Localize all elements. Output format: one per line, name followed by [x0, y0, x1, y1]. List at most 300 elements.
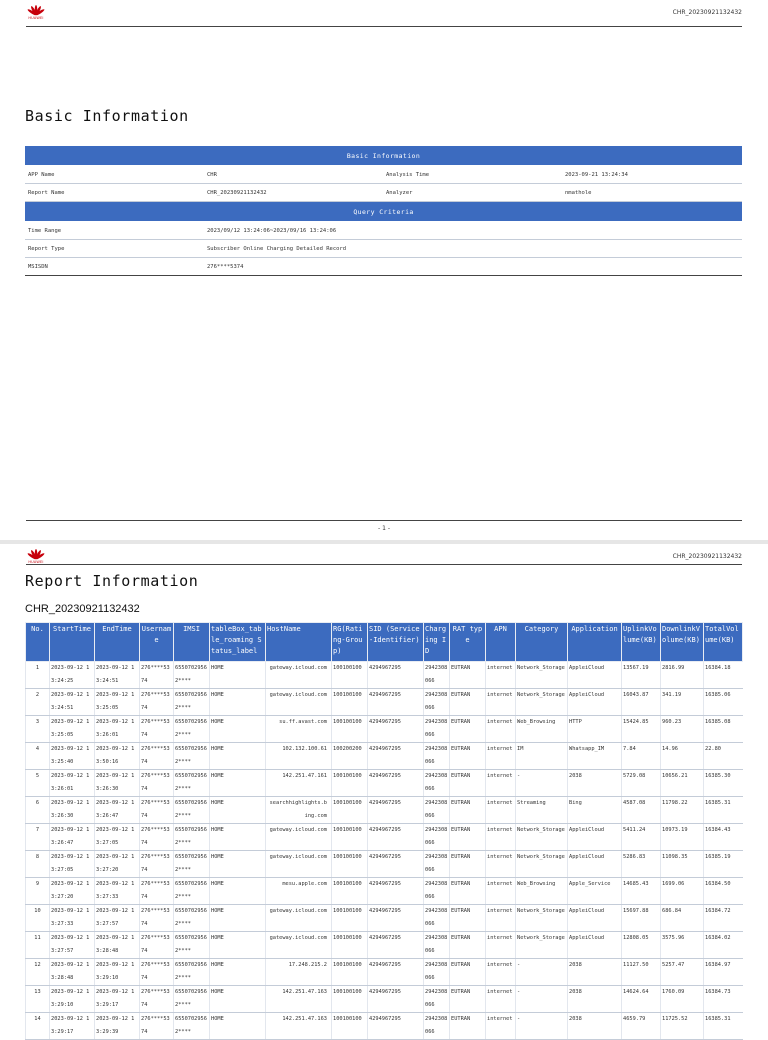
table-cell: 2023-09-12 13:29:10 — [95, 959, 140, 986]
table-cell: AppleiCloud — [568, 824, 622, 851]
huawei-logo-icon — [26, 549, 46, 560]
table-cell: 2942308066 — [424, 905, 450, 932]
table-cell: 276****5374 — [140, 689, 174, 716]
table-cell: EUTRAN — [450, 932, 486, 959]
table-cell: 12808.05 — [622, 932, 661, 959]
table-cell: 65507029562**** — [174, 662, 210, 689]
table-cell: internet — [486, 662, 516, 689]
table-cell: 100100100 — [332, 851, 368, 878]
table-cell: 2023-09-12 13:29:39 — [95, 1013, 140, 1040]
table-cell: gateway.icloud.com — [266, 662, 332, 689]
table-cell: 4294967295 — [368, 878, 424, 905]
table-cell: gateway.icloud.com — [266, 689, 332, 716]
table-cell: HOME — [210, 770, 266, 797]
table-cell: HOME — [210, 743, 266, 770]
table-cell: 276****5374 — [140, 770, 174, 797]
brand-text: HUAWEI — [28, 560, 44, 564]
table-cell: 2038 — [568, 959, 622, 986]
table-cell: 10656.21 — [661, 770, 704, 797]
table-cell: AppleiCloud — [568, 689, 622, 716]
huawei-logo-icon — [26, 5, 46, 16]
table-cell: EUTRAN — [450, 662, 486, 689]
table-cell: 65507029562**** — [174, 743, 210, 770]
table-cell: 4294967295 — [368, 1013, 424, 1040]
report-header-row — [26, 623, 743, 662]
table-cell: EUTRAN — [450, 797, 486, 824]
table-cell: 100100100 — [332, 662, 368, 689]
table-cell: 2942308066 — [424, 851, 450, 878]
table-cell: Whatsapp_IM — [568, 743, 622, 770]
table-cell: 2023-09-12 13:25:05 — [50, 716, 95, 743]
table-cell: HOME — [210, 1013, 266, 1040]
column-header: IMSI — [174, 623, 210, 662]
table-cell: HOME — [210, 905, 266, 932]
table-cell: Network_Storage — [516, 824, 568, 851]
table-row — [26, 986, 743, 1013]
report-information-heading: Report Information — [25, 572, 199, 590]
report-subheading: CHR_20230921132432 — [25, 603, 140, 615]
table-cell: Network_Storage — [516, 689, 568, 716]
table-cell: 2038 — [568, 986, 622, 1013]
table-cell: 2942308066 — [424, 797, 450, 824]
huawei-logo — [26, 549, 46, 565]
table-cell: 1760.09 — [661, 986, 704, 1013]
table-row — [26, 932, 743, 959]
table-cell: 5411.24 — [622, 824, 661, 851]
table-cell: gateway.icloud.com — [266, 851, 332, 878]
table-row — [26, 824, 743, 851]
table-cell: - — [516, 1013, 568, 1040]
table-cell: 2816.99 — [661, 662, 704, 689]
table-cell: 2023-09-12 13:26:30 — [50, 797, 95, 824]
table-cell: 2023-09-12 13:25:40 — [50, 743, 95, 770]
table-cell: 14685.43 — [622, 878, 661, 905]
table-cell: 65507029562**** — [174, 959, 210, 986]
table-row — [26, 851, 743, 878]
table-cell: 4294967295 — [368, 743, 424, 770]
analyzer-value: nmathole — [562, 184, 742, 202]
table-cell: HOME — [210, 851, 266, 878]
table-cell: 100100100 — [332, 905, 368, 932]
table-cell: 276****5374 — [140, 716, 174, 743]
table-cell: 276****5374 — [140, 959, 174, 986]
table-cell: 4294967295 — [368, 851, 424, 878]
table-cell: Web_Browsing — [516, 878, 568, 905]
table-cell: gateway.icloud.com — [266, 932, 332, 959]
table-row — [26, 1013, 743, 1040]
table-cell: 2023-09-12 13:28:48 — [95, 932, 140, 959]
table-cell: 16385.30 — [704, 770, 743, 797]
table-cell: 2023-09-12 13:27:05 — [50, 851, 95, 878]
table-cell: 4294967295 — [368, 770, 424, 797]
table-cell: internet — [486, 905, 516, 932]
table-row — [26, 743, 743, 770]
table-cell: 4294967295 — [368, 797, 424, 824]
table-cell: 142.251.47.161 — [266, 770, 332, 797]
table-cell: Network_Storage — [516, 932, 568, 959]
header-rule — [26, 564, 742, 565]
table-cell: 4 — [26, 743, 50, 770]
table-cell: 14624.64 — [622, 986, 661, 1013]
column-header: DownlinkVolume(KB) — [661, 623, 704, 662]
table-cell: 2942308066 — [424, 716, 450, 743]
table-cell: 7 — [26, 824, 50, 851]
table-cell: 100100100 — [332, 689, 368, 716]
app-name-label: APP Name — [25, 166, 204, 184]
table-cell: 2942308066 — [424, 770, 450, 797]
table-cell: 2023-09-12 13:27:20 — [50, 878, 95, 905]
table-cell: su.ff.avast.com — [266, 716, 332, 743]
table-cell: 4294967295 — [368, 932, 424, 959]
table-cell: internet — [486, 878, 516, 905]
table-cell: 11098.35 — [661, 851, 704, 878]
table-cell: 14 — [26, 1013, 50, 1040]
table-cell: EUTRAN — [450, 959, 486, 986]
table-cell: 100100100 — [332, 932, 368, 959]
app-name-value: CHR — [204, 166, 383, 184]
table-row — [26, 959, 743, 986]
table-cell: internet — [486, 932, 516, 959]
table-cell: 4659.79 — [622, 1013, 661, 1040]
analyzer-label: Analyzer — [383, 184, 562, 202]
huawei-logo — [26, 5, 46, 21]
table-cell: internet — [486, 851, 516, 878]
table-row — [26, 770, 743, 797]
table-cell: 341.19 — [661, 689, 704, 716]
table-cell: 276****5374 — [140, 1013, 174, 1040]
table-cell: 2023-09-12 13:27:57 — [50, 932, 95, 959]
report-name-label: Report Name — [25, 184, 204, 202]
table-cell: 13567.19 — [622, 662, 661, 689]
table-cell: 65507029562**** — [174, 932, 210, 959]
table-cell: 4294967295 — [368, 662, 424, 689]
column-header: tableBox_table_roaming Status_label — [210, 623, 266, 662]
table-cell: 65507029562**** — [174, 905, 210, 932]
table-cell: internet — [486, 689, 516, 716]
report-type-label: Report Type — [25, 240, 204, 258]
table-cell: 5 — [26, 770, 50, 797]
table-cell: 2942308066 — [424, 986, 450, 1013]
column-header: SID (Service -Identifier) — [368, 623, 424, 662]
table-cell: AppleiCloud — [568, 932, 622, 959]
table-cell: 276****5374 — [140, 932, 174, 959]
table-cell: 2023-09-12 13:26:01 — [95, 716, 140, 743]
table-cell: 4587.08 — [622, 797, 661, 824]
table-cell: 2023-09-12 13:29:17 — [95, 986, 140, 1013]
table-cell: 15424.85 — [622, 716, 661, 743]
analysis-time-value: 2023-09-21 13:24:34 — [562, 166, 742, 184]
table-row — [26, 716, 743, 743]
table-cell: 65507029562**** — [174, 851, 210, 878]
table-cell: HTTP — [568, 716, 622, 743]
table-cell: 3 — [26, 716, 50, 743]
report-type-value: Subscriber Online Charging Detailed Record — [204, 240, 742, 258]
table-cell: 100100100 — [332, 797, 368, 824]
table-cell: 100100100 — [332, 824, 368, 851]
table-cell: 7.84 — [622, 743, 661, 770]
table-cell: searchhighlights.bing.com — [266, 797, 332, 824]
column-header: RAT type — [450, 623, 486, 662]
table-cell: 686.84 — [661, 905, 704, 932]
analysis-time-label: Analysis Time — [383, 166, 562, 184]
column-header: Application — [568, 623, 622, 662]
table-row — [26, 878, 743, 905]
table-cell: 2942308066 — [424, 959, 450, 986]
table-cell: 276****5374 — [140, 878, 174, 905]
table-cell: 2023-09-12 13:24:51 — [95, 662, 140, 689]
table-cell: 65507029562**** — [174, 824, 210, 851]
table-cell: Network_Storage — [516, 662, 568, 689]
table-cell: 65507029562**** — [174, 716, 210, 743]
column-header: TotalVolume(KB) — [704, 623, 743, 662]
table-cell: Network_Storage — [516, 905, 568, 932]
table-cell: 2023-09-12 13:24:25 — [50, 662, 95, 689]
table-cell: Apple_Service — [568, 878, 622, 905]
table-cell: HOME — [210, 662, 266, 689]
table-cell: 100100100 — [332, 716, 368, 743]
table-row — [26, 905, 743, 932]
column-header: StartTime — [50, 623, 95, 662]
table-cell: 65507029562**** — [174, 689, 210, 716]
table-cell: 2 — [26, 689, 50, 716]
table-cell: 11798.22 — [661, 797, 704, 824]
table-cell: Web_Browsing — [516, 716, 568, 743]
table-cell: EUTRAN — [450, 878, 486, 905]
table-cell: 2023-09-12 13:26:47 — [95, 797, 140, 824]
table-cell: HOME — [210, 986, 266, 1013]
table-cell: EUTRAN — [450, 905, 486, 932]
table-cell: EUTRAN — [450, 743, 486, 770]
table-cell: 9 — [26, 878, 50, 905]
basic-information-bar: Basic Information — [25, 146, 742, 166]
table-cell: 100100100 — [332, 986, 368, 1013]
table-cell: 6 — [26, 797, 50, 824]
table-cell: 2023-09-12 13:27:33 — [50, 905, 95, 932]
table-cell: 2942308066 — [424, 878, 450, 905]
table-cell: HOME — [210, 689, 266, 716]
table-cell: mesu.apple.com — [266, 878, 332, 905]
table-cell: 65507029562**** — [174, 770, 210, 797]
table-cell: 2023-09-12 13:29:10 — [50, 986, 95, 1013]
table-cell: 13 — [26, 986, 50, 1013]
table-cell: 4294967295 — [368, 959, 424, 986]
msisdn-value: 276****5374 — [204, 258, 742, 276]
table-cell: AppleiCloud — [568, 662, 622, 689]
table-cell: 65507029562**** — [174, 878, 210, 905]
column-header: HostName — [266, 623, 332, 662]
table-cell: 2942308066 — [424, 824, 450, 851]
table-cell: 16384.18 — [704, 662, 743, 689]
table-cell: internet — [486, 743, 516, 770]
table-cell: HOME — [210, 932, 266, 959]
column-header: UplinkVolume(KB) — [622, 623, 661, 662]
table-cell: 100100100 — [332, 959, 368, 986]
table-cell: IM — [516, 743, 568, 770]
table-cell: 142.251.47.163 — [266, 986, 332, 1013]
table-cell: 11 — [26, 932, 50, 959]
table-cell: 5729.08 — [622, 770, 661, 797]
table-cell: 2942308066 — [424, 743, 450, 770]
table-cell: 12 — [26, 959, 50, 986]
table-cell: 276****5374 — [140, 986, 174, 1013]
table-cell: 2942308066 — [424, 1013, 450, 1040]
table-cell: 276****5374 — [140, 824, 174, 851]
table-cell: 2023-09-12 13:27:33 — [95, 878, 140, 905]
table-cell: 15697.88 — [622, 905, 661, 932]
table-cell: 2942308066 — [424, 689, 450, 716]
table-cell: EUTRAN — [450, 1013, 486, 1040]
document-id: CHR_20230921132432 — [672, 9, 742, 16]
table-cell: 4294967295 — [368, 905, 424, 932]
table-cell: EUTRAN — [450, 851, 486, 878]
table-cell: 2038 — [568, 1013, 622, 1040]
column-header: EndTime — [95, 623, 140, 662]
table-cell: 4294967295 — [368, 689, 424, 716]
table-cell: 65507029562**** — [174, 986, 210, 1013]
table-cell: internet — [486, 770, 516, 797]
table-cell: 65507029562**** — [174, 1013, 210, 1040]
table-cell: internet — [486, 1013, 516, 1040]
table-cell: 4294967295 — [368, 824, 424, 851]
table-cell: 4294967295 — [368, 986, 424, 1013]
table-cell: HOME — [210, 716, 266, 743]
table-cell: 2942308066 — [424, 932, 450, 959]
table-cell: 2023-09-12 13:24:51 — [50, 689, 95, 716]
table-cell: 11725.52 — [661, 1013, 704, 1040]
table-cell: gateway.icloud.com — [266, 905, 332, 932]
table-cell: 2023-09-12 13:26:47 — [50, 824, 95, 851]
table-cell: EUTRAN — [450, 716, 486, 743]
table-cell: 100200200 — [332, 743, 368, 770]
table-cell: 2038 — [568, 770, 622, 797]
column-header: APN — [486, 623, 516, 662]
table-cell: 16385.31 — [704, 1013, 743, 1040]
table-cell: 10973.19 — [661, 824, 704, 851]
table-cell: - — [516, 770, 568, 797]
table-cell: 2023-09-12 13:28:48 — [50, 959, 95, 986]
table-cell: AppleiCloud — [568, 905, 622, 932]
table-cell: 16384.73 — [704, 986, 743, 1013]
table-cell: 2942308066 — [424, 662, 450, 689]
table-row — [26, 797, 743, 824]
table-cell: 1 — [26, 662, 50, 689]
table-cell: 2023-09-12 13:27:57 — [95, 905, 140, 932]
column-header: No. — [26, 623, 50, 662]
page-number: - 1 - — [378, 525, 390, 532]
table-cell: 2023-09-12 13:25:05 — [95, 689, 140, 716]
report-name-value: CHR_20230921132432 — [204, 184, 383, 202]
table-cell: - — [516, 959, 568, 986]
table-row — [26, 662, 743, 689]
table-cell: HOME — [210, 959, 266, 986]
table-cell: 16384.43 — [704, 824, 743, 851]
table-cell: - — [516, 986, 568, 1013]
table-cell: 16385.19 — [704, 851, 743, 878]
table-cell: 4294967295 — [368, 716, 424, 743]
table-cell: internet — [486, 824, 516, 851]
table-cell: 5286.83 — [622, 851, 661, 878]
table-cell: 276****5374 — [140, 851, 174, 878]
table-cell: 2023-09-12 13:50:16 — [95, 743, 140, 770]
column-header: Category — [516, 623, 568, 662]
table-cell: HOME — [210, 878, 266, 905]
table-cell: 102.132.100.61 — [266, 743, 332, 770]
table-cell: 14.96 — [661, 743, 704, 770]
table-cell: 16384.72 — [704, 905, 743, 932]
table-cell: 276****5374 — [140, 662, 174, 689]
table-cell: 100100100 — [332, 1013, 368, 1040]
table-cell: Streaming — [516, 797, 568, 824]
table-cell: internet — [486, 986, 516, 1013]
time-range-value: 2023/09/12 13:24:06~2023/09/16 13:24:06 — [204, 222, 742, 240]
column-header: Username — [140, 623, 174, 662]
table-cell: 1699.06 — [661, 878, 704, 905]
table-cell: EUTRAN — [450, 689, 486, 716]
table-cell: gateway.icloud.com — [266, 824, 332, 851]
table-cell: 100100100 — [332, 878, 368, 905]
column-header: RG(Rating-Group) — [332, 623, 368, 662]
table-cell: 2023-09-12 13:27:20 — [95, 851, 140, 878]
table-cell: 16385.08 — [704, 716, 743, 743]
table-cell: Network_Storage — [516, 851, 568, 878]
table-cell: 5257.47 — [661, 959, 704, 986]
table-cell: 10 — [26, 905, 50, 932]
table-cell: 2023-09-12 13:29:17 — [50, 1013, 95, 1040]
table-cell: AppleiCloud — [568, 851, 622, 878]
table-cell: 16384.50 — [704, 878, 743, 905]
table-cell: 8 — [26, 851, 50, 878]
table-cell: 2023-09-12 13:26:01 — [50, 770, 95, 797]
table-cell: 16385.06 — [704, 689, 743, 716]
table-cell: EUTRAN — [450, 770, 486, 797]
document-id: CHR_20230921132432 — [672, 553, 742, 560]
table-cell: 16043.87 — [622, 689, 661, 716]
time-range-label: Time Range — [25, 222, 204, 240]
table-cell: 16385.31 — [704, 797, 743, 824]
basic-information-table — [25, 146, 742, 276]
column-header: Charging ID — [424, 623, 450, 662]
table-cell: 276****5374 — [140, 743, 174, 770]
table-cell: 142.251.47.163 — [266, 1013, 332, 1040]
msisdn-label: MSISDN — [25, 258, 204, 276]
report-table — [25, 622, 743, 1040]
table-cell: 16384.02 — [704, 932, 743, 959]
table-cell: internet — [486, 959, 516, 986]
table-cell: 22.80 — [704, 743, 743, 770]
basic-information-heading: Basic Information — [25, 107, 189, 125]
table-cell: EUTRAN — [450, 986, 486, 1013]
table-row — [26, 689, 743, 716]
table-cell: 2023-09-12 13:26:30 — [95, 770, 140, 797]
table-cell: 65507029562**** — [174, 797, 210, 824]
table-cell: internet — [486, 716, 516, 743]
table-cell: EUTRAN — [450, 824, 486, 851]
brand-text: HUAWEI — [28, 16, 44, 20]
table-cell: 17.248.215.2 — [266, 959, 332, 986]
footer-rule — [26, 520, 742, 521]
table-cell: 16384.97 — [704, 959, 743, 986]
table-cell: 3575.96 — [661, 932, 704, 959]
table-cell: HOME — [210, 824, 266, 851]
table-cell: 276****5374 — [140, 797, 174, 824]
table-cell: 2023-09-12 13:27:05 — [95, 824, 140, 851]
table-cell: 11127.50 — [622, 959, 661, 986]
query-criteria-bar: Query Criteria — [25, 202, 742, 222]
table-cell: 276****5374 — [140, 905, 174, 932]
table-cell: 100100100 — [332, 770, 368, 797]
table-cell: HOME — [210, 797, 266, 824]
table-cell: Bing — [568, 797, 622, 824]
